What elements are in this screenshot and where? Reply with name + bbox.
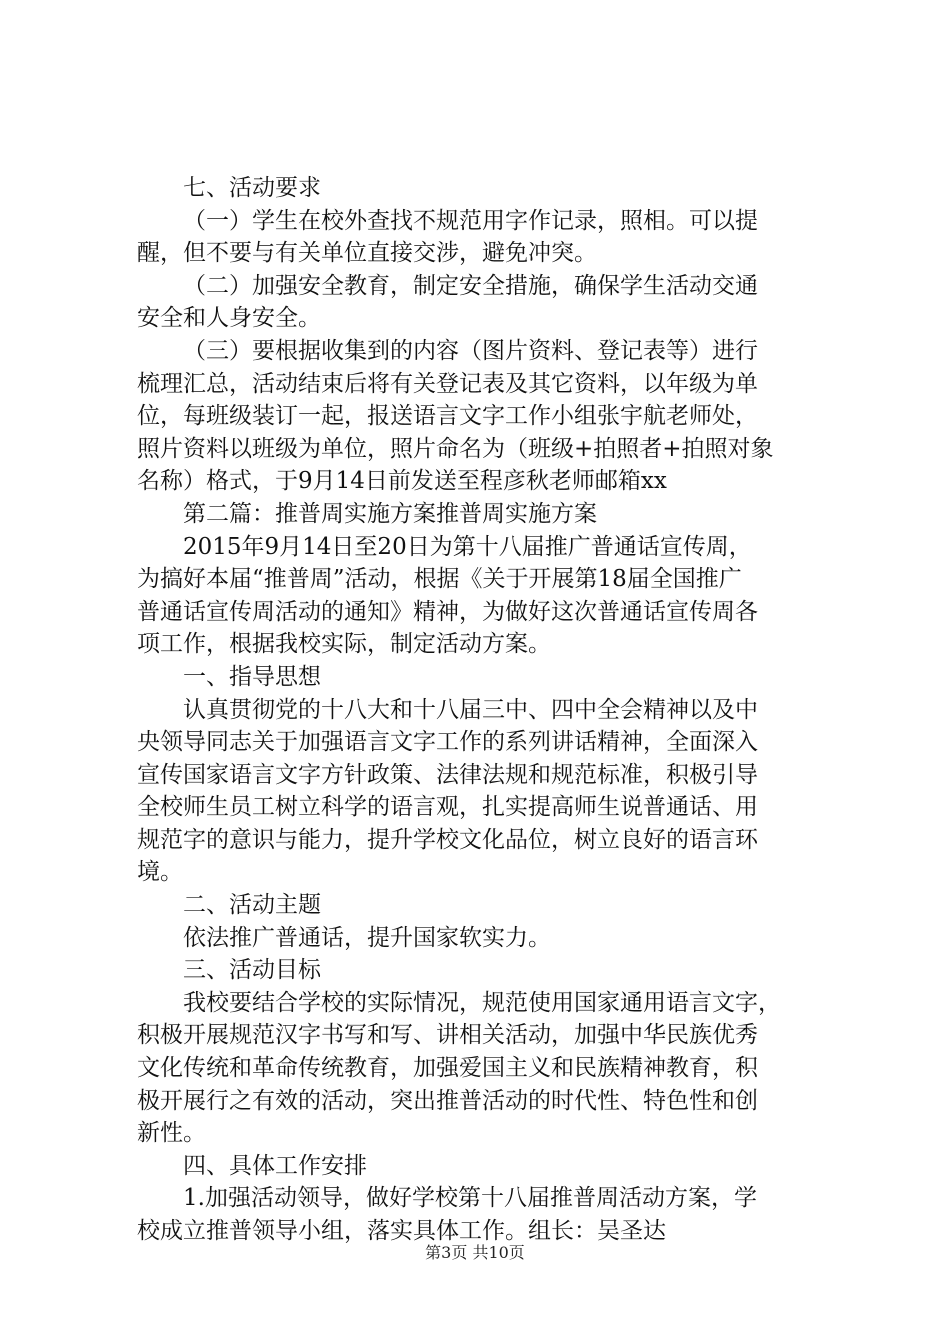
paragraph-line: （二）加强安全教育，制定安全措施，确保学生活动交通 (183, 272, 758, 299)
paragraph-line: 项工作，根据我校实际，制定活动方案。 (137, 631, 551, 658)
paragraph-line: 2015年9月14日至20日为第十八届推广普通话宣传周， (183, 533, 752, 560)
paragraph-line: 1.加强活动领导，做好学校第十八届推普周活动方案，学 (183, 1185, 757, 1212)
section-heading: 一、指导思想 (183, 663, 321, 690)
chapter-heading: 第二篇：推普周实施方案推普周实施方案 (183, 500, 597, 527)
paragraph-line: 境。 (137, 859, 183, 886)
section-heading: 七、活动要求 (183, 175, 321, 201)
section-heading: 三、活动目标 (183, 957, 321, 984)
paragraph-line: 积极开展规范汉字书写和写、讲相关活动，加强中华民族优秀 (137, 1022, 758, 1049)
paragraph-line: 新性。 (137, 1120, 206, 1147)
paragraph-line: 安全和人身安全。 (137, 305, 321, 332)
paragraph-line: （三）要根据收集到的内容（图片资料、登记表等）进行 (183, 337, 758, 364)
paragraph-line: 文化传统和革命传统教育，加强爱国主义和民族精神教育，积 (137, 1055, 758, 1082)
page-number-footer: 第3页 共10页 (425, 1243, 525, 1262)
paragraph-line: 宣传国家语言文字方针政策、法律法规和规范标准，积极引导 (137, 761, 758, 788)
document-body (137, 172, 837, 1248)
paragraph-line: 校成立推普领导小组，落实具体工作。组长：吴圣达 (137, 1218, 666, 1244)
paragraph-line: 名称）格式，于9月14日前发送至程彦秋老师邮箱xx (137, 468, 667, 495)
paragraph-line: 为搞好本届“推普周”活动，根据《关于开展第18届全国推广 (137, 566, 742, 593)
section-heading: 四、具体工作安排 (183, 1152, 367, 1179)
paragraph-line: 醒，但不要与有关单位直接交涉，避免冲突。 (137, 240, 597, 267)
paragraph-line: （一）学生在校外查找不规范用字作记录，照相。可以提 (183, 207, 758, 234)
paragraph-line: 普通话宣传周活动的通知》精神，为做好这次普通话宣传周各 (137, 598, 758, 625)
paragraph-line: 梳理汇总，活动结束后将有关登记表及其它资料，以年级为单 (137, 370, 758, 397)
section-heading: 二、活动主题 (183, 892, 321, 919)
paragraph-line: 极开展行之有效的活动，突出推普活动的时代性、特色性和创 (137, 1087, 758, 1114)
paragraph-line: 位，每班级装订一起，报送语言文字工作小组张宇航老师处， (137, 403, 758, 430)
paragraph-line: 照片资料以班级为单位，照片命名为（班级+拍照者+拍照对象 (137, 435, 774, 462)
paragraph-line: 依法推广普通话，提升国家软实力。 (183, 924, 551, 951)
paragraph-line: 我校要结合学校的实际情况，规范使用国家通用语言文字， (183, 989, 781, 1016)
paragraph-line: 认真贯彻党的十八大和十八届三中、四中全会精神以及中 (183, 696, 758, 723)
paragraph-line: 全校师生员工树立科学的语言观，扎实提高师生说普通话、用 (137, 794, 758, 821)
paragraph-line: 央领导同志关于加强语言文字工作的系列讲话精神，全面深入 (137, 729, 758, 756)
paragraph-line: 规范字的意识与能力，提升学校文化品位，树立良好的语言环 (137, 826, 758, 853)
